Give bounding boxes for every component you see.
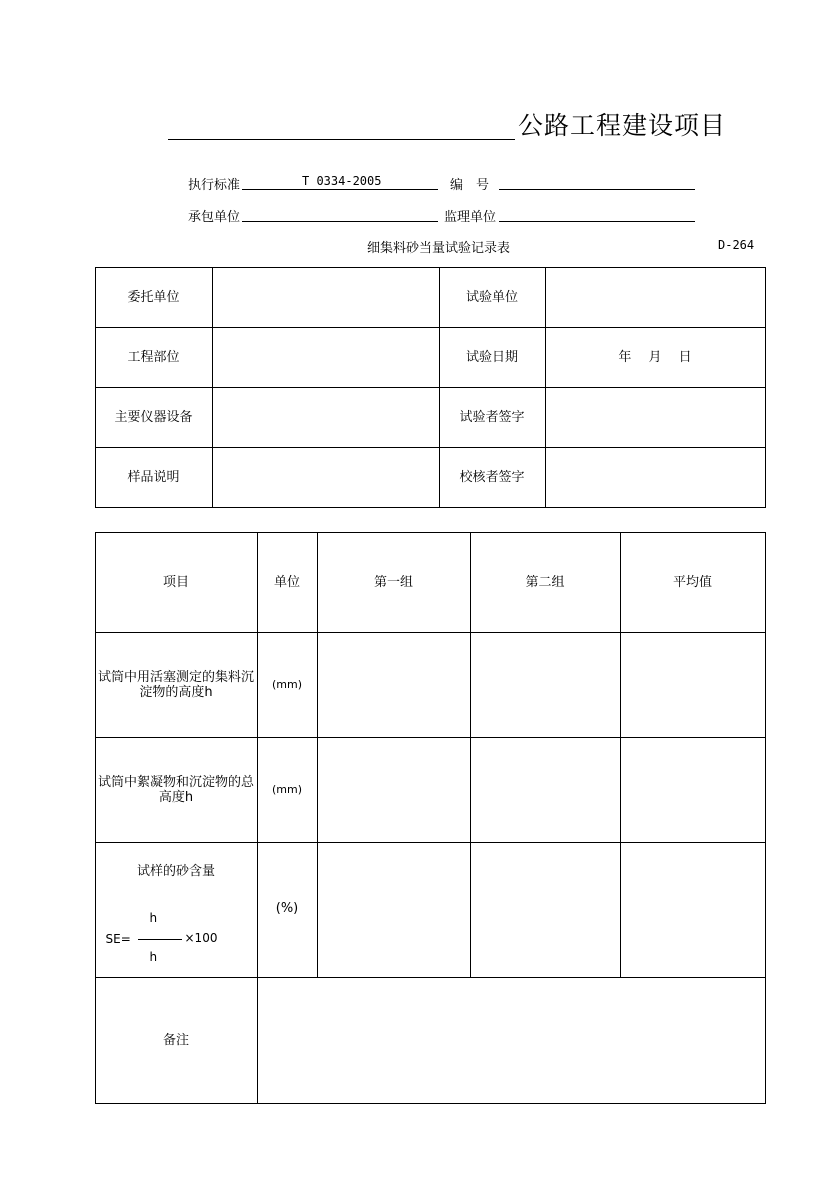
standard-value: T 0334-2005	[302, 174, 382, 188]
row-sediment-height-average[interactable]	[620, 632, 766, 738]
supervisor-label: 监理单位	[444, 210, 497, 225]
code-label: 编 号	[450, 178, 490, 193]
row-sediment-height-group2[interactable]	[470, 632, 621, 738]
location-label: 工程部位	[95, 327, 213, 388]
row-sand-content-label: 试样的砂含量	[136, 863, 215, 879]
header-unit: 单位	[257, 532, 318, 633]
contractor-label: 承包单位	[188, 210, 241, 225]
formula-prefix: SE=	[105, 931, 131, 946]
tester-signature-value[interactable]	[545, 387, 766, 448]
row-sediment-height-group1[interactable]	[317, 632, 471, 738]
project-title: 公路工程建设项目	[518, 111, 727, 140]
checker-signature-value[interactable]	[545, 447, 766, 508]
sample-desc-value[interactable]	[212, 447, 440, 508]
location-value[interactable]	[212, 327, 440, 388]
row-sediment-height-unit: (mm)	[257, 632, 318, 738]
row-sand-content-unit: (%)	[257, 842, 318, 978]
client-label: 委托单位	[95, 267, 213, 328]
equipment-value[interactable]	[212, 387, 440, 448]
formula-fraction-bar	[138, 939, 182, 940]
row-sand-content-group1[interactable]	[317, 842, 471, 978]
checker-signature-label: 校核者签字	[439, 447, 546, 508]
client-value[interactable]	[212, 267, 440, 328]
formula-suffix: ×100	[184, 930, 218, 945]
remarks-value[interactable]	[257, 977, 766, 1104]
row-total-height-unit: (mm)	[257, 737, 318, 843]
lab-label: 试验单位	[439, 267, 546, 328]
row-sand-content-group2[interactable]	[470, 842, 621, 978]
remarks-label: 备注	[95, 977, 258, 1104]
header-group1: 第一组	[317, 532, 471, 633]
form-title: 细集料砂当量试验记录表	[367, 241, 511, 256]
standard-field[interactable]	[242, 189, 438, 190]
test-date-label: 试验日期	[439, 327, 546, 388]
header-item: 项目	[95, 532, 258, 633]
formula-denominator: h	[149, 949, 158, 964]
row-sediment-height-label: 试筒中用活塞测定的集料沉淀物的高度h	[95, 632, 258, 738]
row-sand-content-cell	[95, 842, 258, 978]
header-group2: 第二组	[470, 532, 621, 633]
sample-desc-label: 样品说明	[95, 447, 213, 508]
supervisor-field[interactable]	[499, 221, 695, 222]
formula-numerator: h	[149, 910, 158, 925]
project-name-line[interactable]	[168, 139, 515, 140]
row-total-height-average[interactable]	[620, 737, 766, 843]
equipment-label: 主要仪器设备	[95, 387, 213, 448]
row-total-height-group1[interactable]	[317, 737, 471, 843]
contractor-field[interactable]	[242, 221, 438, 222]
standard-label: 执行标准	[188, 178, 241, 193]
lab-value[interactable]	[545, 267, 766, 328]
test-date-value[interactable]: 年 月 日	[545, 327, 766, 388]
form-code: D-264	[718, 238, 755, 252]
tester-signature-label: 试验者签字	[439, 387, 546, 448]
row-total-height-group2[interactable]	[470, 737, 621, 843]
row-sand-content-average[interactable]	[620, 842, 766, 978]
code-field[interactable]	[499, 189, 695, 190]
row-total-height-label: 试筒中絮凝物和沉淀物的总高度h	[95, 737, 258, 843]
header-average: 平均值	[620, 532, 766, 633]
